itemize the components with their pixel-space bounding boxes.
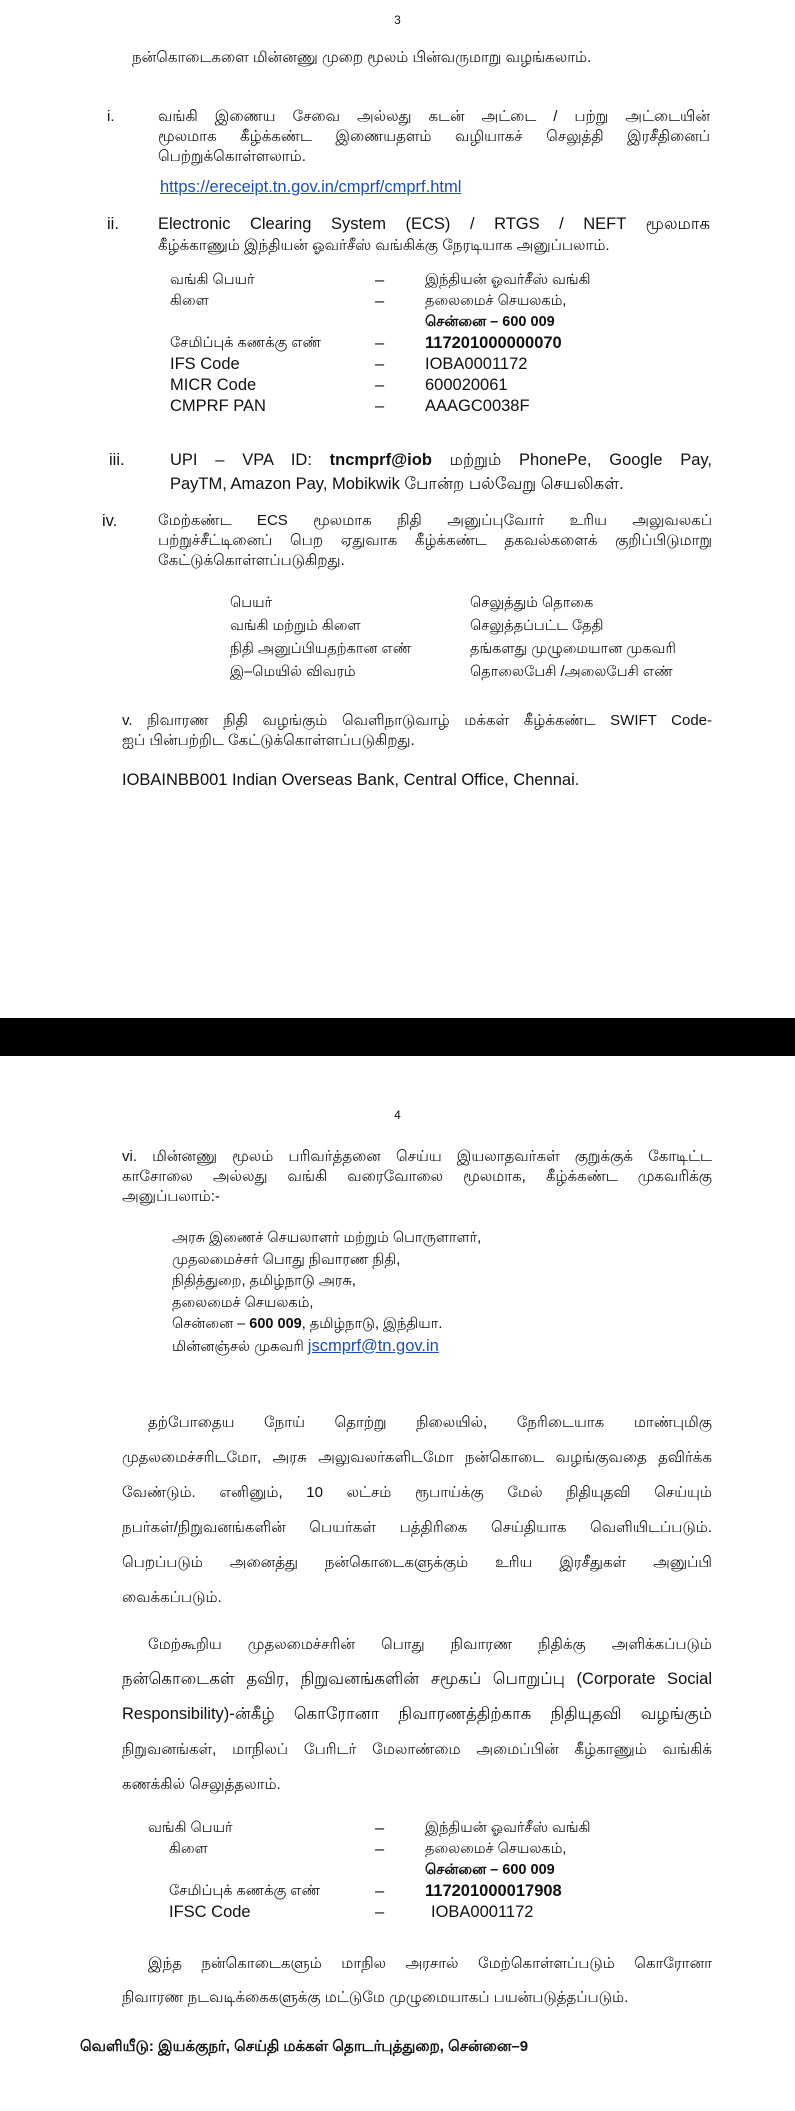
item-iv-line: கேட்டுக்கொள்ளப்படுகிறது. [158,552,345,569]
bank-label [170,312,375,333]
para2-last-line: கணக்கில் செலுத்தலாம். [122,1776,281,1793]
para1-line: நபர்கள்/நிறுவனங்களின் பெயர்கள் பத்திரிகை செய்தியாக வெளியிடப்படும். [122,1519,712,1536]
intro-text: நன்கொடைகளை மின்னணு முறை மூலம் பின்வருமாறு வழங்கலாம். [132,49,592,66]
item-vi-body [122,1147,712,1207]
email-label: மின்னஞ்சல் முகவரி [172,1338,308,1355]
address-country: , தமிழ்நாடு, இந்தியா. [301,1316,443,1332]
bank-sep: – [375,355,385,373]
bank-label: கிளை [170,293,209,309]
bank-value: IOBA0001172 [431,1903,534,1921]
bank-value: 117201000017908 [425,1882,562,1900]
bank-value: தலைமைச் செயலகம், [425,293,567,309]
page-break-divider [0,1018,795,1056]
para1-line: தற்போதைய நோய் தொற்று நிலையில், நேரிடையாக மாண்புமிகு [148,1414,712,1431]
page-number-4: 4 [394,1108,401,1122]
para1-line: வேண்டும். எனினும், 10 லட்சம் ரூபாய்க்கு மேல் நிதியுதவி செய்யும் [122,1484,712,1501]
bank-label: கிளை [169,1841,208,1857]
bank-value: இந்தியன் ஓவர்சீஸ் வங்கி [425,1820,591,1836]
item-i-line: மூலமாக கீழ்க்கண்ட இணையதளம் வழியாகச் செலுத்தி இரசீதினைப் [158,128,710,145]
field-label: செலுத்தப்பட்ட தேதி [470,618,604,634]
para2-line: நன்கொடைகள் தவிர, நிறுவனங்களின் சமூகப் பொறுப்பு (Corporate Social [122,1670,712,1688]
footer-publisher: வெளியீடு: இயக்குநர், செய்தி மக்கள் தொடர்புத்துறை, சென்னை–9 [80,2038,529,2055]
item-i-line: பெற்றுக்கொள்ளலாம். [158,148,306,165]
paragraph-1 [122,1405,712,1615]
bank-value: தலைமைச் செயலகம், [425,1841,567,1857]
address-line: நிதித்துறை, தமிழ்நாடு அரசு, [172,1273,356,1289]
item-iii-body [170,450,712,495]
closing-line: நிவாரண நடவடிக்கைகளுக்கு மட்டுமே முழுமையாகப் பயன்படுத்தப்படும். [122,1989,629,2006]
bank-sep: – [375,397,385,415]
item-ii-line1: Electronic Clearing System (ECS) / RTGS / NEFT மூலமாக [158,215,710,233]
bank-sep: – [375,1882,385,1900]
item-i-body [158,107,710,167]
field-label: நிதி அனுப்பியதற்கான எண் [230,641,412,657]
bank-sep: – [375,271,385,289]
bank-details-table-1 [170,270,685,417]
item-iv-body [158,511,712,571]
bank-value: IOBA0001172 [425,355,528,373]
item-iv-line: பற்றுச்சீட்டினைப் பெற ஏதுவாக கீழ்க்கண்ட தகவல்களைக் குறிப்பிடுமாறு [158,532,712,549]
bank-label: சேமிப்புக் கணக்கு எண் [170,335,322,351]
field-label: இ–மெயில் விவரம் [230,664,356,680]
field-label: தங்களது முழுமையான முகவரி [470,641,676,657]
bank-label: MICR Code [170,376,257,394]
closing-paragraph [122,1947,712,2015]
item-iv-line: மேற்கண்ட ECS மூலமாக நிதி அனுப்புவோர் உரிய அலுவலகப் [158,512,712,529]
item-ii-marker: ii. [107,215,119,233]
bank-value: 117201000000070 [425,334,562,352]
address-line: முதலமைச்சர் பொது நிவாரண நிதி, [172,1251,401,1268]
para1-line: பெறப்படும் அனைத்து நன்கொடைகளுக்கும் உரிய இரசீதுகள் அனுப்பி [122,1554,712,1571]
para1-line: முதலமைச்சரிடமோ, அரசு அலுவலர்களிடமோ நன்கொடை வழங்குவதை தவிர்க்க [122,1449,712,1466]
bank-sep [375,1860,425,1881]
bank-label: IFS Code [170,355,240,373]
item-i-line: வங்கி இணைய சேவை அல்லது கடன் அட்டை / பற்று அட்டையின் [158,108,710,125]
bank-details-table-2 [148,1818,685,1923]
para2-line: மேற்கூறிய முதலமைச்சரின் பொது நிவாரண நிதிக்கு அளிக்கப்படும் [148,1636,712,1653]
paragraph-2 [122,1627,712,1802]
bank-label: சேமிப்புக் கணக்கு எண் [169,1883,321,1899]
item-ii-line2: கீழ்க்காணும் இந்தியன் ஓவர்சீஸ் வங்கிக்கு நேரடியாக அனுப்பலாம். [158,237,610,254]
item-vi-line: காசோலை அல்லது வங்கி வரைவோலை மூலமாக, கீழ்க்கண்ட முகவரிக்கு [122,1168,712,1185]
closing-line: இந்த நன்கொடைகளும் மாநில அரசால் மேற்கொள்ளப்படும் கொரோனா [148,1955,712,1972]
field-label: தொலைபேசி /அலைபேசி எண் [470,664,673,680]
bank-value: 600020061 [425,376,508,394]
bank-value: சென்னை – 600 009 [425,1862,555,1878]
bank-value: சென்னை – 600 009 [425,314,555,330]
bank-sep: – [375,1819,385,1837]
item-v-line1: v. நிவாரண நிதி வழங்கும் வெளிநாடுவாழ் மக்கள் கீழ்க்கண்ட SWIFT Code- [122,712,712,729]
upi-rest: மற்றும் PhonePe, Google Pay, [431,451,712,469]
page-number-3: 3 [394,13,401,27]
item-i-marker: i. [107,108,115,125]
upi-prefix: UPI – VPA ID: [170,451,330,469]
upi-vpa: tncmprf@iob [329,451,432,469]
para1-last-line: வைக்கப்படும். [122,1589,222,1606]
bank-value: இந்தியன் ஓவர்சீஸ் வங்கி [425,272,591,288]
field-label: பெயர் [230,595,273,611]
bank-sep: – [375,334,385,352]
address-line: அரசு இணைச் செயலாளர் மற்றும் பொருளாளர், [172,1230,482,1246]
bank-sep: – [375,292,385,310]
para2-line: Responsibility)-ன்கீழ் கொரோனா நிவாரணத்திற்காக நிதியுதவி வழங்கும் [122,1705,712,1723]
para2-line: நிறுவனங்கள், மாநிலப் பேரிடர் மேலாண்மை அமைப்பின் கீழ்காணும் வங்கிக் [122,1741,712,1758]
item-iv-marker: iv. [102,512,118,530]
item-vi-line: அனுப்பலாம்:- [122,1188,220,1205]
ereceipt-link[interactable]: https://ereceipt.tn.gov.in/cmprf/cmprf.html [160,178,462,196]
address-city: சென்னை – [172,1316,250,1332]
item-v-body [122,711,712,751]
bank-sep: – [375,1903,385,1921]
email-link[interactable]: jscmprf@tn.gov.in [307,1336,439,1355]
bank-label [148,1860,375,1881]
upi-line2: PayTM, Amazon Pay, Mobikwik போன்ற பல்வேறு செயலிகள். [170,475,624,493]
bank-value: AAAGC0038F [425,397,530,415]
required-fields-grid [230,593,700,683]
item-iii-marker: iii. [109,451,125,469]
postal-address [172,1228,481,1358]
item-v-line2: ஐப் பின்பற்றிட கேட்டுக்கொள்ளப்படுகிறது. [122,732,415,749]
bank-label: IFSC Code [169,1903,251,1921]
bank-sep [375,312,425,333]
item-vi-line: vi. மின்னணு மூலம் பரிவர்த்தனை செய்ய இயலாதவர்கள் குறுக்குக் கோடிட்ட [122,1148,712,1165]
address-pin: 600 009 [249,1316,302,1332]
address-line: தலைமைச் செயலகம், [172,1294,314,1311]
bank-sep: – [375,1840,385,1858]
bank-label: வங்கி பெயர் [148,1820,233,1836]
bank-sep: – [375,376,385,394]
field-label: வங்கி மற்றும் கிளை [230,618,361,634]
bank-label: CMPRF PAN [170,397,266,415]
swift-code-text: IOBAINBB001 Indian Overseas Bank, Central Office, Chennai. [122,771,580,789]
field-label: செலுத்தும் தொகை [470,595,594,611]
bank-label: வங்கி பெயர் [170,272,255,288]
